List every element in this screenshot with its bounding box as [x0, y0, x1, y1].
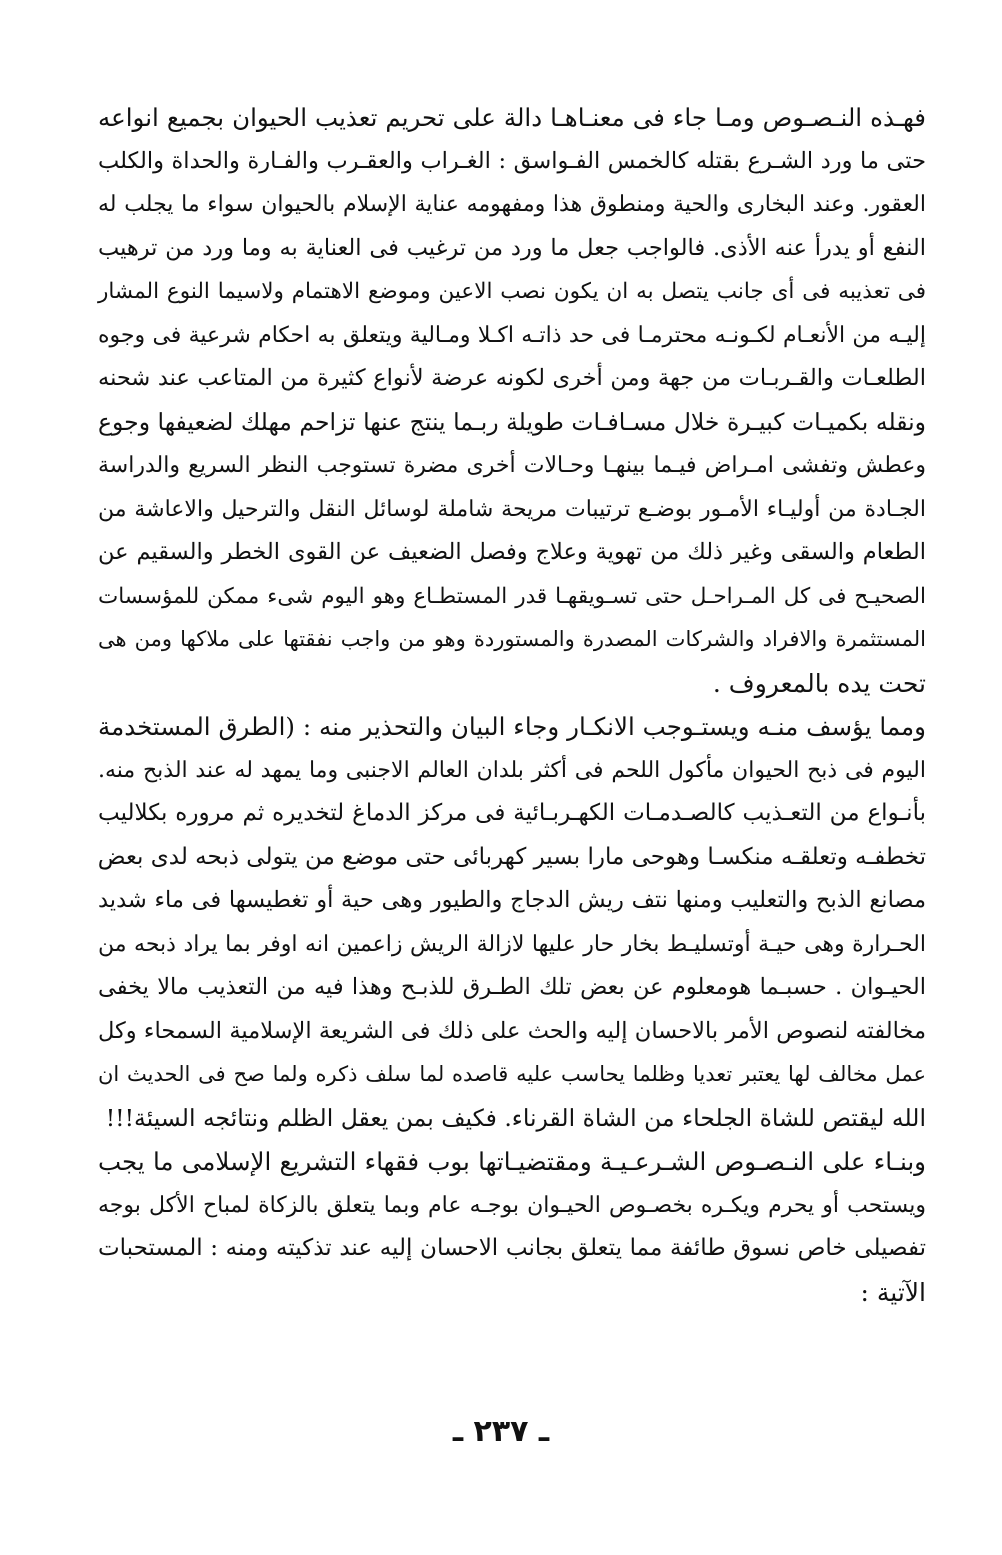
text-line: تحت يده بالمعروف .	[712, 668, 926, 698]
text-line: ونقله بكميـات كبيـرة خلال مسـافـات طويلة ربـما ينتج عنها تزاحم مهلك لضعيفها وجوع	[98, 407, 926, 436]
text-line: العقور. وعند البخارى والحية ومنطوق هذا ومفهومه عناية الإسلام بالحيوان سواء ما يجلب له	[98, 192, 926, 217]
text-line: ومما يؤسف منـه ويستـوجب الانكـار وجاء البيان والتحذير منه : (الطرق المستخدمة	[98, 712, 926, 741]
text-line: الله ليقتص للشاة الجلحاء من الشاة القرناء. فكيف بمن يعقل الظلم ونتائجه السيئة!!!	[105, 1103, 926, 1132]
text-line: تفصيلى خاص نسوق طائفة مما يتعلق بجانب الاحسان إليه عند تذكيته ومنه : المستحبات	[98, 1235, 926, 1261]
text-line: فى تعذيبه فى أى جانب يتصل به ان يكون نصب الاعين وموضع الاهتمام ولاسيما النوع المشار	[98, 279, 926, 304]
text-line: النفع أو يدرأ عنه الأذى. فالواجب جعل ما ورد من ترغيب فى العناية به وما ورد من ترهيب	[98, 234, 926, 261]
text-line: الجـادة من أوليـاء الأمـور بوضـع ترتيبات مريحة شاملة لوسائل النقل والترحيل والاعاشة من	[98, 496, 926, 522]
text-line: وعطش وتفشى امـراض فيـما بينهـا وحـالات أخرى مضرة تستوجب النظر السريع والدراسة	[98, 453, 926, 478]
paragraph-2	[98, 705, 960, 1140]
text-line: الحـرارة وهى حيـة أوتسليـط بخار حار عليها لازالة الريش زاعمين انه اوفر بما يراد ذبحه من	[98, 931, 926, 957]
text-line: مصانع الذبح والتعليب ومنها نتف ريش الدجاج والطيور وهى حية أو تغطيسها فى ماء شديد	[98, 887, 926, 913]
text-line: الصحيـح فى كل المـراحـل حتى تسـويقهـا قدر المستطـاع وهو اليوم شىء ممكن للمؤسسات	[98, 583, 926, 609]
text-line: الطلعـات والقـربـات من جهة ومن أخرى لكونه عرضة لأنواع كثيرة من المتاعب عند شحنه	[98, 365, 926, 391]
text-line: الحيـوان . حسبـما هومعلوم عن بعض تلك الطـرق للذبـح وهذا فيه من التعذيب مالا يخفى	[98, 974, 926, 1000]
text-line: فهـذه النـصـوص ومـا جاء فى معنـاهـا دالة على تحريم تعذيب الحيوان بجميع انواعه	[98, 103, 926, 132]
text-line: الآتية :	[860, 1277, 926, 1307]
text-line: الطعام والسقى وغير ذلك من تهوية وعلاج وفصل الضعيف عن القوى الخطر والسقيم عن	[98, 539, 926, 565]
text-line: ويستحب أو يحرم ويكـره بخصـوص الحيـوان بوجـه عام وبما يتعلق بالزكاة لمباح الأكل بوجه	[98, 1192, 926, 1218]
text-line: عمل مخالف لها يعتبر تعديا وظلما يحاسب عليه قاصده لما سلف ذكره ولما صح فى الحديث ان	[98, 1062, 926, 1086]
text-line: بأنـواع من التعـذيب كالصـدمـات الكهـربـائية فى مركز الدماغ لتخديره ثم مروره بكلاليب	[98, 800, 926, 826]
page-number: ـ ٢٣٧ ـ	[452, 1414, 550, 1449]
text-line: وبنـاء على النـصـوص الشـرعـيـة ومقتضيـاتها بوب فقهاء التشريع الإسلامى ما يجب	[98, 1147, 926, 1176]
text-line: إليـه من الأنعـام لكـونـه محترمـا فى حد ذاتـه اكـلا ومـالية ويتعلق به احكام شرعية فى وجوه	[98, 322, 926, 348]
body-text	[98, 96, 960, 1314]
text-line: المستثمرة والافراد والشركات المصدرة والمستوردة وهو من واجب نفقتها على ملاكها ومن هى	[98, 627, 926, 651]
text-line: حتى ما ورد الشـرع بقتله كالخمس الفـواسق : الغـراب والعقـرب والفـارة والحداة والكلب	[98, 147, 926, 174]
text-line: تخطفـه وتعلقـه منكسـا وهوحى مارا بسير كهربائى حتى موضع من يتولى ذبحه لدى بعض	[97, 843, 926, 870]
text-line: مخالفته لنصوص الأمر بالاحسان إليه والحث على ذلك فى الشريعة الإسلامية السمحاء وكل	[98, 1017, 926, 1044]
paragraph-1	[98, 96, 960, 705]
paragraph-3	[98, 1140, 960, 1314]
text-line: اليوم فى ذبح الحيوان مأكول اللحم فى أكثر بلدان العالم الاجنبى وما يمهد له عند الذبح منه.	[98, 757, 926, 783]
